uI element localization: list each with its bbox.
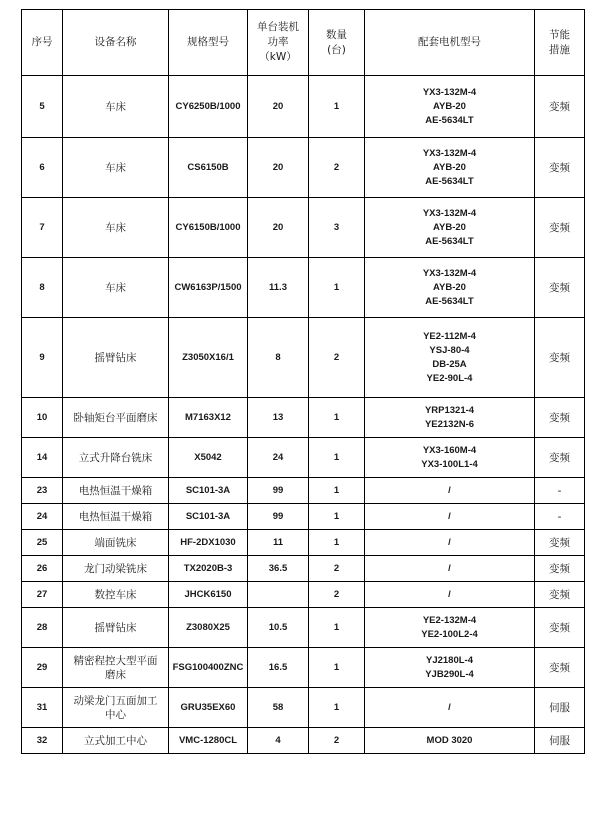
cell-motor-models	[365, 398, 535, 438]
cell-power	[248, 582, 309, 608]
motor-model-line: YE2-132M-4	[422, 614, 477, 626]
table-row	[22, 688, 585, 728]
cell-seq: 25	[22, 530, 63, 556]
cell-quantity: 2	[309, 556, 365, 582]
cell-motor-models	[365, 478, 535, 504]
cell-motor-models	[365, 648, 535, 688]
device-name-line: 电热恒温干燥箱	[78, 484, 153, 497]
table-body	[22, 76, 585, 754]
motor-model-line: AE-5634LT	[425, 295, 474, 307]
table-row	[22, 582, 585, 608]
cell-quantity: 1	[309, 530, 365, 556]
device-name-line: 车床	[105, 100, 126, 113]
cell-energy-measure: 变频	[535, 608, 585, 648]
table-row	[22, 138, 585, 198]
cell-seq: 26	[22, 556, 63, 582]
motor-model-line: YE2-90L-4	[426, 372, 473, 384]
motor-model-line: DB-25A	[432, 358, 467, 370]
cell-seq: 6	[22, 138, 63, 198]
cell-device-name	[63, 504, 169, 530]
cell-model: SC101-3A	[169, 478, 248, 504]
cell-model: JHCK6150	[169, 582, 248, 608]
motor-model-line: /	[448, 562, 451, 574]
cell-energy-measure: 变频	[535, 76, 585, 138]
cell-motor-models	[365, 504, 535, 530]
device-name-line: 车床	[105, 281, 126, 294]
cell-model: VMC-1280CL	[169, 728, 248, 754]
cell-power: 20	[248, 76, 309, 138]
device-name-line: 中心	[105, 708, 126, 721]
table-row	[22, 478, 585, 504]
header-seq: 序号	[22, 10, 63, 76]
motor-model-line: YRP1321-4	[424, 404, 475, 416]
cell-seq: 32	[22, 728, 63, 754]
cell-motor-models	[365, 582, 535, 608]
cell-quantity: 1	[309, 608, 365, 648]
header-power-line: （kW）	[259, 51, 297, 63]
cell-power: 10.5	[248, 608, 309, 648]
cell-motor-models	[365, 258, 535, 318]
cell-model: TX2020B-3	[169, 556, 248, 582]
motor-model-line: YX3-160M-4	[422, 444, 477, 456]
header-model: 规格型号	[169, 10, 248, 76]
table-row	[22, 258, 585, 318]
device-name-line: 车床	[105, 221, 126, 234]
cell-device-name	[63, 478, 169, 504]
cell-device-name	[63, 728, 169, 754]
cell-model: Z3080X25	[169, 608, 248, 648]
cell-model: CS6150B	[169, 138, 248, 198]
cell-quantity: 3	[309, 198, 365, 258]
cell-motor-models	[365, 198, 535, 258]
cell-seq: 27	[22, 582, 63, 608]
motor-model-line: YE2-112M-4	[423, 330, 476, 342]
motor-model-line: AYB-20	[433, 221, 466, 233]
header-qty-line: (台)	[327, 43, 346, 56]
cell-quantity: 1	[309, 76, 365, 138]
cell-quantity: 1	[309, 438, 365, 478]
cell-seq: 7	[22, 198, 63, 258]
motor-model-line: YSJ-80-4	[429, 344, 470, 356]
device-name-line: 卧轴矩台平面磨床	[73, 411, 158, 424]
device-name-line: 摇臂钻床	[94, 351, 137, 364]
motor-model-line: YX3-132M-4	[422, 86, 477, 98]
cell-model: CY6250B/1000	[169, 76, 248, 138]
cell-power: 20	[248, 198, 309, 258]
cell-power: 4	[248, 728, 309, 754]
cell-motor-models	[365, 530, 535, 556]
cell-model: FSG100400ZNC	[169, 648, 248, 688]
cell-quantity: 1	[309, 648, 365, 688]
cell-energy-measure: 变频	[535, 138, 585, 198]
table-row	[22, 398, 585, 438]
motor-model-line: YJ2180L-4	[425, 654, 473, 666]
cell-device-name	[63, 688, 169, 728]
cell-device-name	[63, 582, 169, 608]
device-name-line: 立式加工中心	[84, 734, 147, 747]
cell-power: 36.5	[248, 556, 309, 582]
device-name-line: 端面铣床	[94, 536, 137, 549]
motor-model-line: MOD 3020	[426, 734, 473, 746]
cell-seq: 10	[22, 398, 63, 438]
motor-model-line: YX3-132M-4	[422, 207, 477, 219]
device-name-line: 动梁龙门五面加工	[73, 694, 158, 707]
cell-power: 99	[248, 478, 309, 504]
cell-seq: 31	[22, 688, 63, 728]
cell-quantity: 2	[309, 582, 365, 608]
cell-energy-measure: 变频	[535, 258, 585, 318]
device-name-line: 立式升降台铣床	[78, 451, 153, 464]
table-row	[22, 556, 585, 582]
cell-seq: 14	[22, 438, 63, 478]
cell-quantity: 1	[309, 504, 365, 530]
cell-device-name	[63, 76, 169, 138]
cell-motor-models	[365, 556, 535, 582]
cell-energy-measure: -	[535, 478, 585, 504]
motor-model-line: /	[448, 536, 451, 548]
table-row	[22, 504, 585, 530]
motor-model-line: YJB290L-4	[425, 668, 474, 680]
device-name-line: 龙门动梁铣床	[84, 562, 147, 575]
cell-device-name	[63, 438, 169, 478]
cell-power: 24	[248, 438, 309, 478]
header-name: 设备名称	[63, 10, 169, 76]
header-energy-line: 节能	[549, 28, 570, 41]
cell-device-name	[63, 556, 169, 582]
cell-quantity: 1	[309, 688, 365, 728]
motor-model-line: YX3-132M-4	[422, 147, 477, 159]
cell-seq: 29	[22, 648, 63, 688]
device-name-line: 摇臂钻床	[94, 621, 137, 634]
motor-model-line: AYB-20	[433, 281, 466, 293]
motor-model-line: /	[448, 588, 451, 600]
motor-model-line: YX3-100L1-4	[421, 458, 478, 470]
cell-device-name	[63, 398, 169, 438]
cell-motor-models	[365, 438, 535, 478]
table-row	[22, 648, 585, 688]
cell-energy-measure: 伺服	[535, 688, 585, 728]
cell-energy-measure: 变频	[535, 438, 585, 478]
cell-energy-measure: 变频	[535, 318, 585, 398]
cell-model: GRU35EX60	[169, 688, 248, 728]
cell-motor-models	[365, 76, 535, 138]
cell-device-name	[63, 138, 169, 198]
cell-seq: 23	[22, 478, 63, 504]
header-power-line: 单台装机	[257, 21, 299, 33]
table-row	[22, 438, 585, 478]
table-row	[22, 728, 585, 754]
cell-device-name	[63, 648, 169, 688]
cell-device-name	[63, 530, 169, 556]
cell-energy-measure: 伺服	[535, 728, 585, 754]
header-power	[248, 10, 309, 76]
motor-model-line: YE2-100L2-4	[421, 628, 478, 640]
cell-model: Z3050X16/1	[169, 318, 248, 398]
motor-model-line: AE-5634LT	[425, 175, 474, 187]
cell-quantity: 2	[309, 318, 365, 398]
table-row	[22, 198, 585, 258]
header-motor: 配套电机型号	[365, 10, 535, 76]
table-row	[22, 318, 585, 398]
cell-motor-models	[365, 728, 535, 754]
table-row	[22, 76, 585, 138]
cell-seq: 28	[22, 608, 63, 648]
header-energy-line: 措施	[549, 43, 570, 56]
motor-model-line: /	[448, 701, 451, 713]
device-name-line: 精密程控大型平面	[73, 654, 158, 667]
equipment-table	[21, 9, 585, 754]
cell-quantity: 1	[309, 258, 365, 318]
cell-power: 99	[248, 504, 309, 530]
motor-model-line: AYB-20	[433, 161, 466, 173]
cell-device-name	[63, 198, 169, 258]
cell-motor-models	[365, 138, 535, 198]
cell-model: HF-2DX1030	[169, 530, 248, 556]
device-name-line: 数控车床	[94, 588, 137, 601]
cell-model: X5042	[169, 438, 248, 478]
cell-power: 58	[248, 688, 309, 728]
motor-model-line: AE-5634LT	[425, 114, 474, 126]
table-row	[22, 608, 585, 648]
device-name-line: 磨床	[105, 668, 126, 681]
header-row	[22, 10, 585, 76]
motor-model-line: YX3-132M-4	[422, 267, 477, 279]
device-name-line: 电热恒温干燥箱	[78, 510, 153, 523]
cell-power: 8	[248, 318, 309, 398]
header-energy	[535, 10, 585, 76]
cell-device-name	[63, 318, 169, 398]
cell-motor-models	[365, 688, 535, 728]
cell-device-name	[63, 608, 169, 648]
cell-energy-measure: 变频	[535, 648, 585, 688]
cell-energy-measure: 变频	[535, 198, 585, 258]
cell-quantity: 2	[309, 138, 365, 198]
cell-energy-measure: -	[535, 504, 585, 530]
cell-quantity: 1	[309, 478, 365, 504]
motor-model-line: /	[448, 484, 451, 496]
header-qty	[309, 10, 365, 76]
cell-seq: 5	[22, 76, 63, 138]
cell-seq: 9	[22, 318, 63, 398]
cell-energy-measure: 变频	[535, 556, 585, 582]
cell-energy-measure: 变频	[535, 530, 585, 556]
cell-power: 13	[248, 398, 309, 438]
table-row	[22, 530, 585, 556]
motor-model-line: AYB-20	[433, 100, 466, 112]
header-qty-line: 数量	[326, 28, 347, 41]
motor-model-line: /	[448, 510, 451, 522]
cell-quantity: 1	[309, 398, 365, 438]
motor-model-line: YE2132N-6	[424, 418, 475, 430]
cell-power: 16.5	[248, 648, 309, 688]
cell-power: 11	[248, 530, 309, 556]
cell-model: SC101-3A	[169, 504, 248, 530]
header-power-line: 功率	[267, 36, 289, 48]
cell-quantity: 2	[309, 728, 365, 754]
cell-motor-models	[365, 318, 535, 398]
cell-model: CY6150B/1000	[169, 198, 248, 258]
device-name-line: 车床	[105, 161, 126, 174]
cell-energy-measure: 变频	[535, 398, 585, 438]
cell-motor-models	[365, 608, 535, 648]
cell-power: 20	[248, 138, 309, 198]
cell-energy-measure: 变频	[535, 582, 585, 608]
cell-model: CW6163P/1500	[169, 258, 248, 318]
motor-model-line: AE-5634LT	[425, 235, 474, 247]
cell-device-name	[63, 258, 169, 318]
cell-seq: 8	[22, 258, 63, 318]
cell-power: 11.3	[248, 258, 309, 318]
cell-seq: 24	[22, 504, 63, 530]
cell-model: M7163X12	[169, 398, 248, 438]
